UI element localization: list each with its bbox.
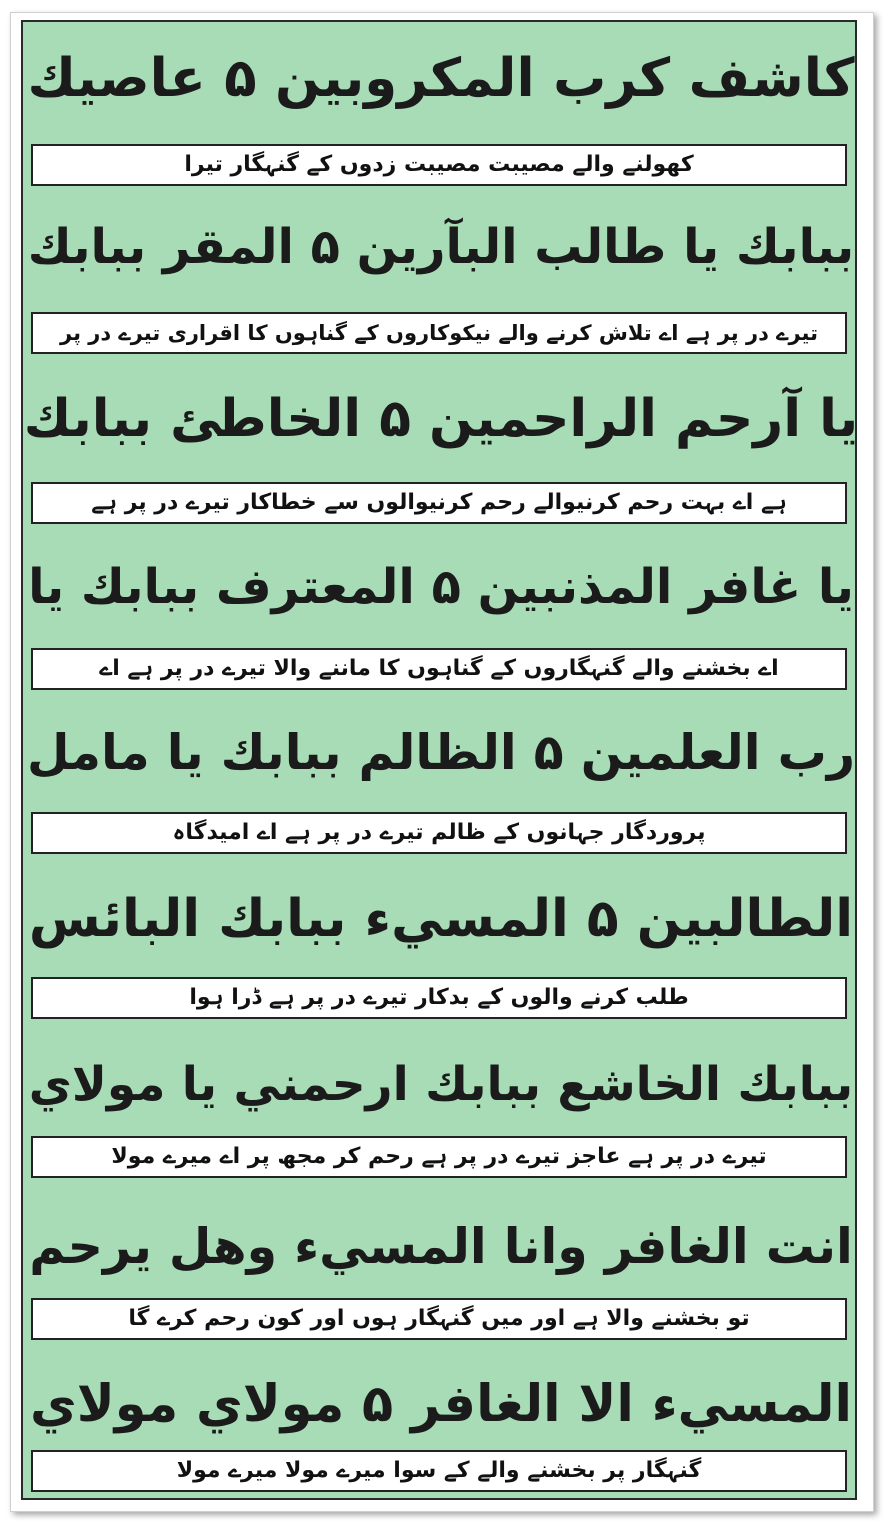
- translation-box-5: پروردگار جہانوں کے ظالم تیرے در پر ہے اے امیدگاہ: [31, 812, 847, 854]
- content-panel: [21, 20, 857, 1500]
- arabic-line-2: ببابك يا طالب البآرين ۵ المقر ببابك: [27, 219, 855, 275]
- arabic-line-5: رب العلمين ۵ الظالم ببابك يا مامل: [26, 724, 856, 781]
- translation-box-8: تو بخشنے والا ہے اور میں گنہگار ہوں اور کون رحم کرے گا: [31, 1298, 847, 1340]
- arabic-line-9: المسيء الا الغافر ۵ مولاي مولاي: [29, 1375, 852, 1434]
- translation-box-7: تیرے در پر ہے عاجز تیرے در پر ہے رحم کر مجھ پر اے میرے مولا: [31, 1136, 847, 1178]
- translation-box-6: طلب کرنے والوں کے بدکار تیرے در پر ہے ڈرا ہوا: [31, 977, 847, 1019]
- translation-box-1: کھولنے والے مصیبت مصیبت زدوں کے گنہگار تیرا: [31, 144, 847, 186]
- translation-box-9: گنہگار پر بخشنے والے کے سوا میرے مولا میرے مولا: [31, 1450, 847, 1492]
- arabic-line-4: يا غافر المذنبين ۵ المعترف ببابك يا: [28, 559, 854, 615]
- arabic-line-1: كاشف كرب المكروبين ۵ عاصيك: [27, 48, 855, 109]
- arabic-line-7: ببابك الخاشع ببابك ارحمني يا مولاي: [28, 1057, 854, 1112]
- translation-box-2: تیرے در پر ہے اے تلاش کرنے والے نیکوکاروں کے گناہوں کا اقراری تیرے در پر: [31, 312, 847, 354]
- arabic-line-8: انت الغافر وانا المسيء وهل يرحم: [29, 1218, 853, 1275]
- arabic-line-6: الطالبين ۵ المسيء ببابك البائس: [28, 889, 854, 949]
- translation-box-4: اے بخشنے والے گنہگاروں کے گناہوں کا ماننے والا تیرے در پر ہے اے: [31, 648, 847, 690]
- translation-box-3: ہے اے بہت رحم کرنیوالے رحم کرنیوالوں سے خطاکار تیرے در پر ہے: [31, 482, 847, 524]
- arabic-line-3: يا آرحم الراحمين ۵ الخاطئ ببابك: [23, 389, 859, 449]
